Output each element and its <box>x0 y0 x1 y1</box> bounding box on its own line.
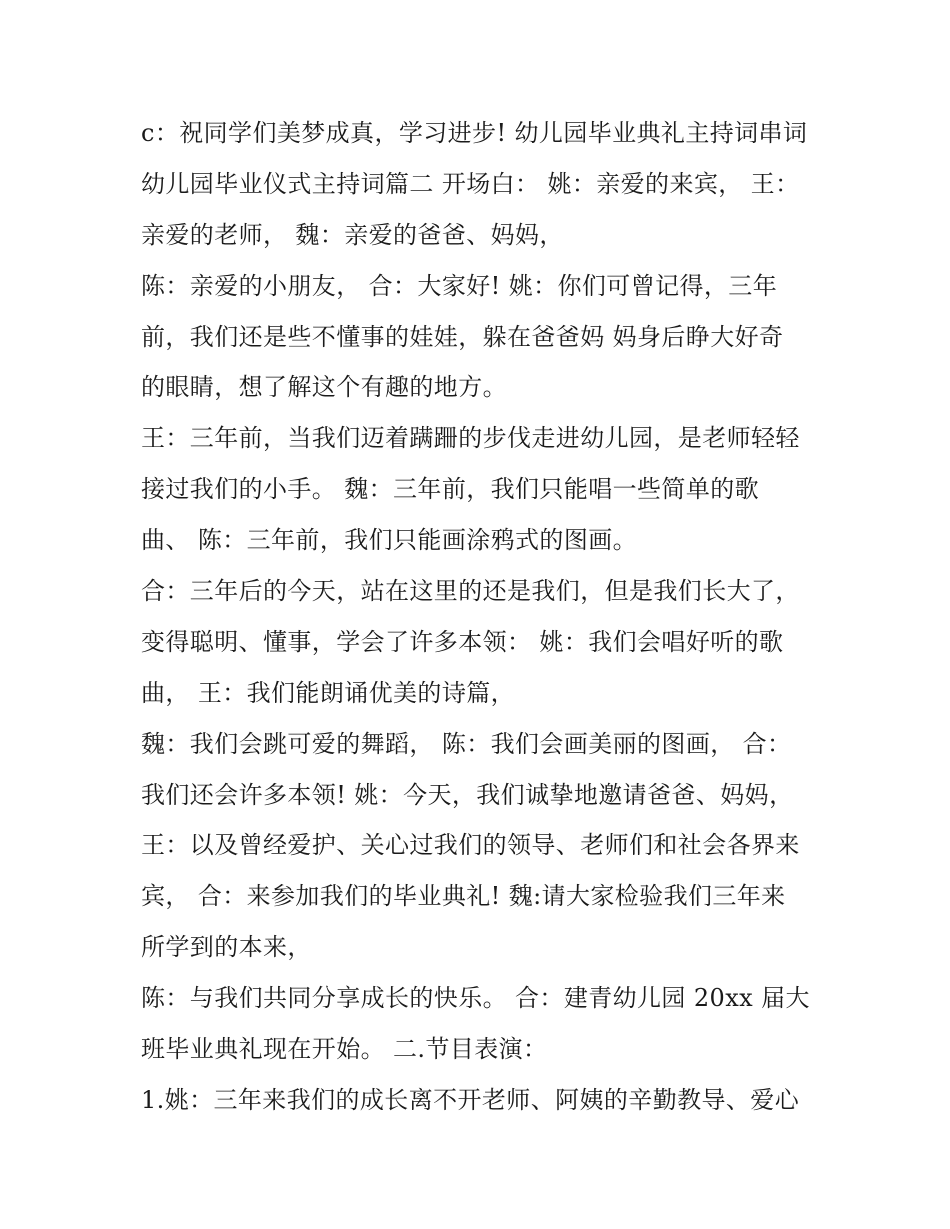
text-line: 王：三年前，当我们迈着蹒跚的步伐走进幼儿园，是老师轻轻 <box>141 424 800 453</box>
text-line: 陈：与我们共同分享成长的快乐。 合：建青幼儿园 20xx 届大 <box>141 984 810 1013</box>
text-line: 亲爱的老师， 魏：亲爱的爸爸、妈妈， <box>141 220 564 249</box>
text-line: 变得聪明、懂事，学会了许多本领： 姚：我们会唱好听的歌 <box>141 627 784 656</box>
text-line: 所学到的本来， <box>141 933 312 962</box>
document-body <box>141 108 831 1126</box>
text-line: c：祝同学们美梦成真，学习进步! 幼儿园毕业典礼主持词串词 <box>141 119 808 147</box>
text-line: 曲， 王：我们能朗诵优美的诗篇， <box>141 678 516 707</box>
text-line: 陈：亲爱的小朋友， 合：大家好! 姚：你们可曾记得，三年 <box>141 271 778 300</box>
text-line: 班毕业典礼现在开始。 二.节目表演： <box>141 1035 548 1064</box>
text-line: 魏：我们会跳可爱的舞蹈， 陈：我们会画美丽的图画， 合： <box>141 729 792 758</box>
text-line: 曲、 陈：三年前，我们只能画涂鸦式的图画。 <box>141 526 638 555</box>
text-line: 的眼睛，想了解这个有趣的地方。 <box>141 373 507 402</box>
text-line: 我们还会许多本领! 姚：今天，我们诚挚地邀请爸爸、妈妈， <box>141 780 794 809</box>
text-line: 前，我们还是些不懂事的娃娃，躲在爸爸妈 妈身后睁大好奇 <box>141 322 784 351</box>
text-line: 宾， 合：来参加我们的毕业典礼! 魏:请大家检验我们三年来 <box>141 882 786 911</box>
text-line: 接过我们的小手。 魏：三年前，我们只能唱一些简单的歌 <box>141 475 760 504</box>
text-line: 王：以及曾经爱护、关心过我们的领导、老师们和社会各界来 <box>141 831 800 860</box>
text-line: 合：三年后的今天，站在这里的还是我们，但是我们长大了， <box>141 577 800 606</box>
text-line: 幼儿园毕业仪式主持词篇二 开场白： 姚：亲爱的来宾， 王： <box>141 169 800 198</box>
text-line: 1.姚：三年来我们的成长离不开老师、阿姨的辛勤教导、爱心 <box>141 1085 800 1114</box>
